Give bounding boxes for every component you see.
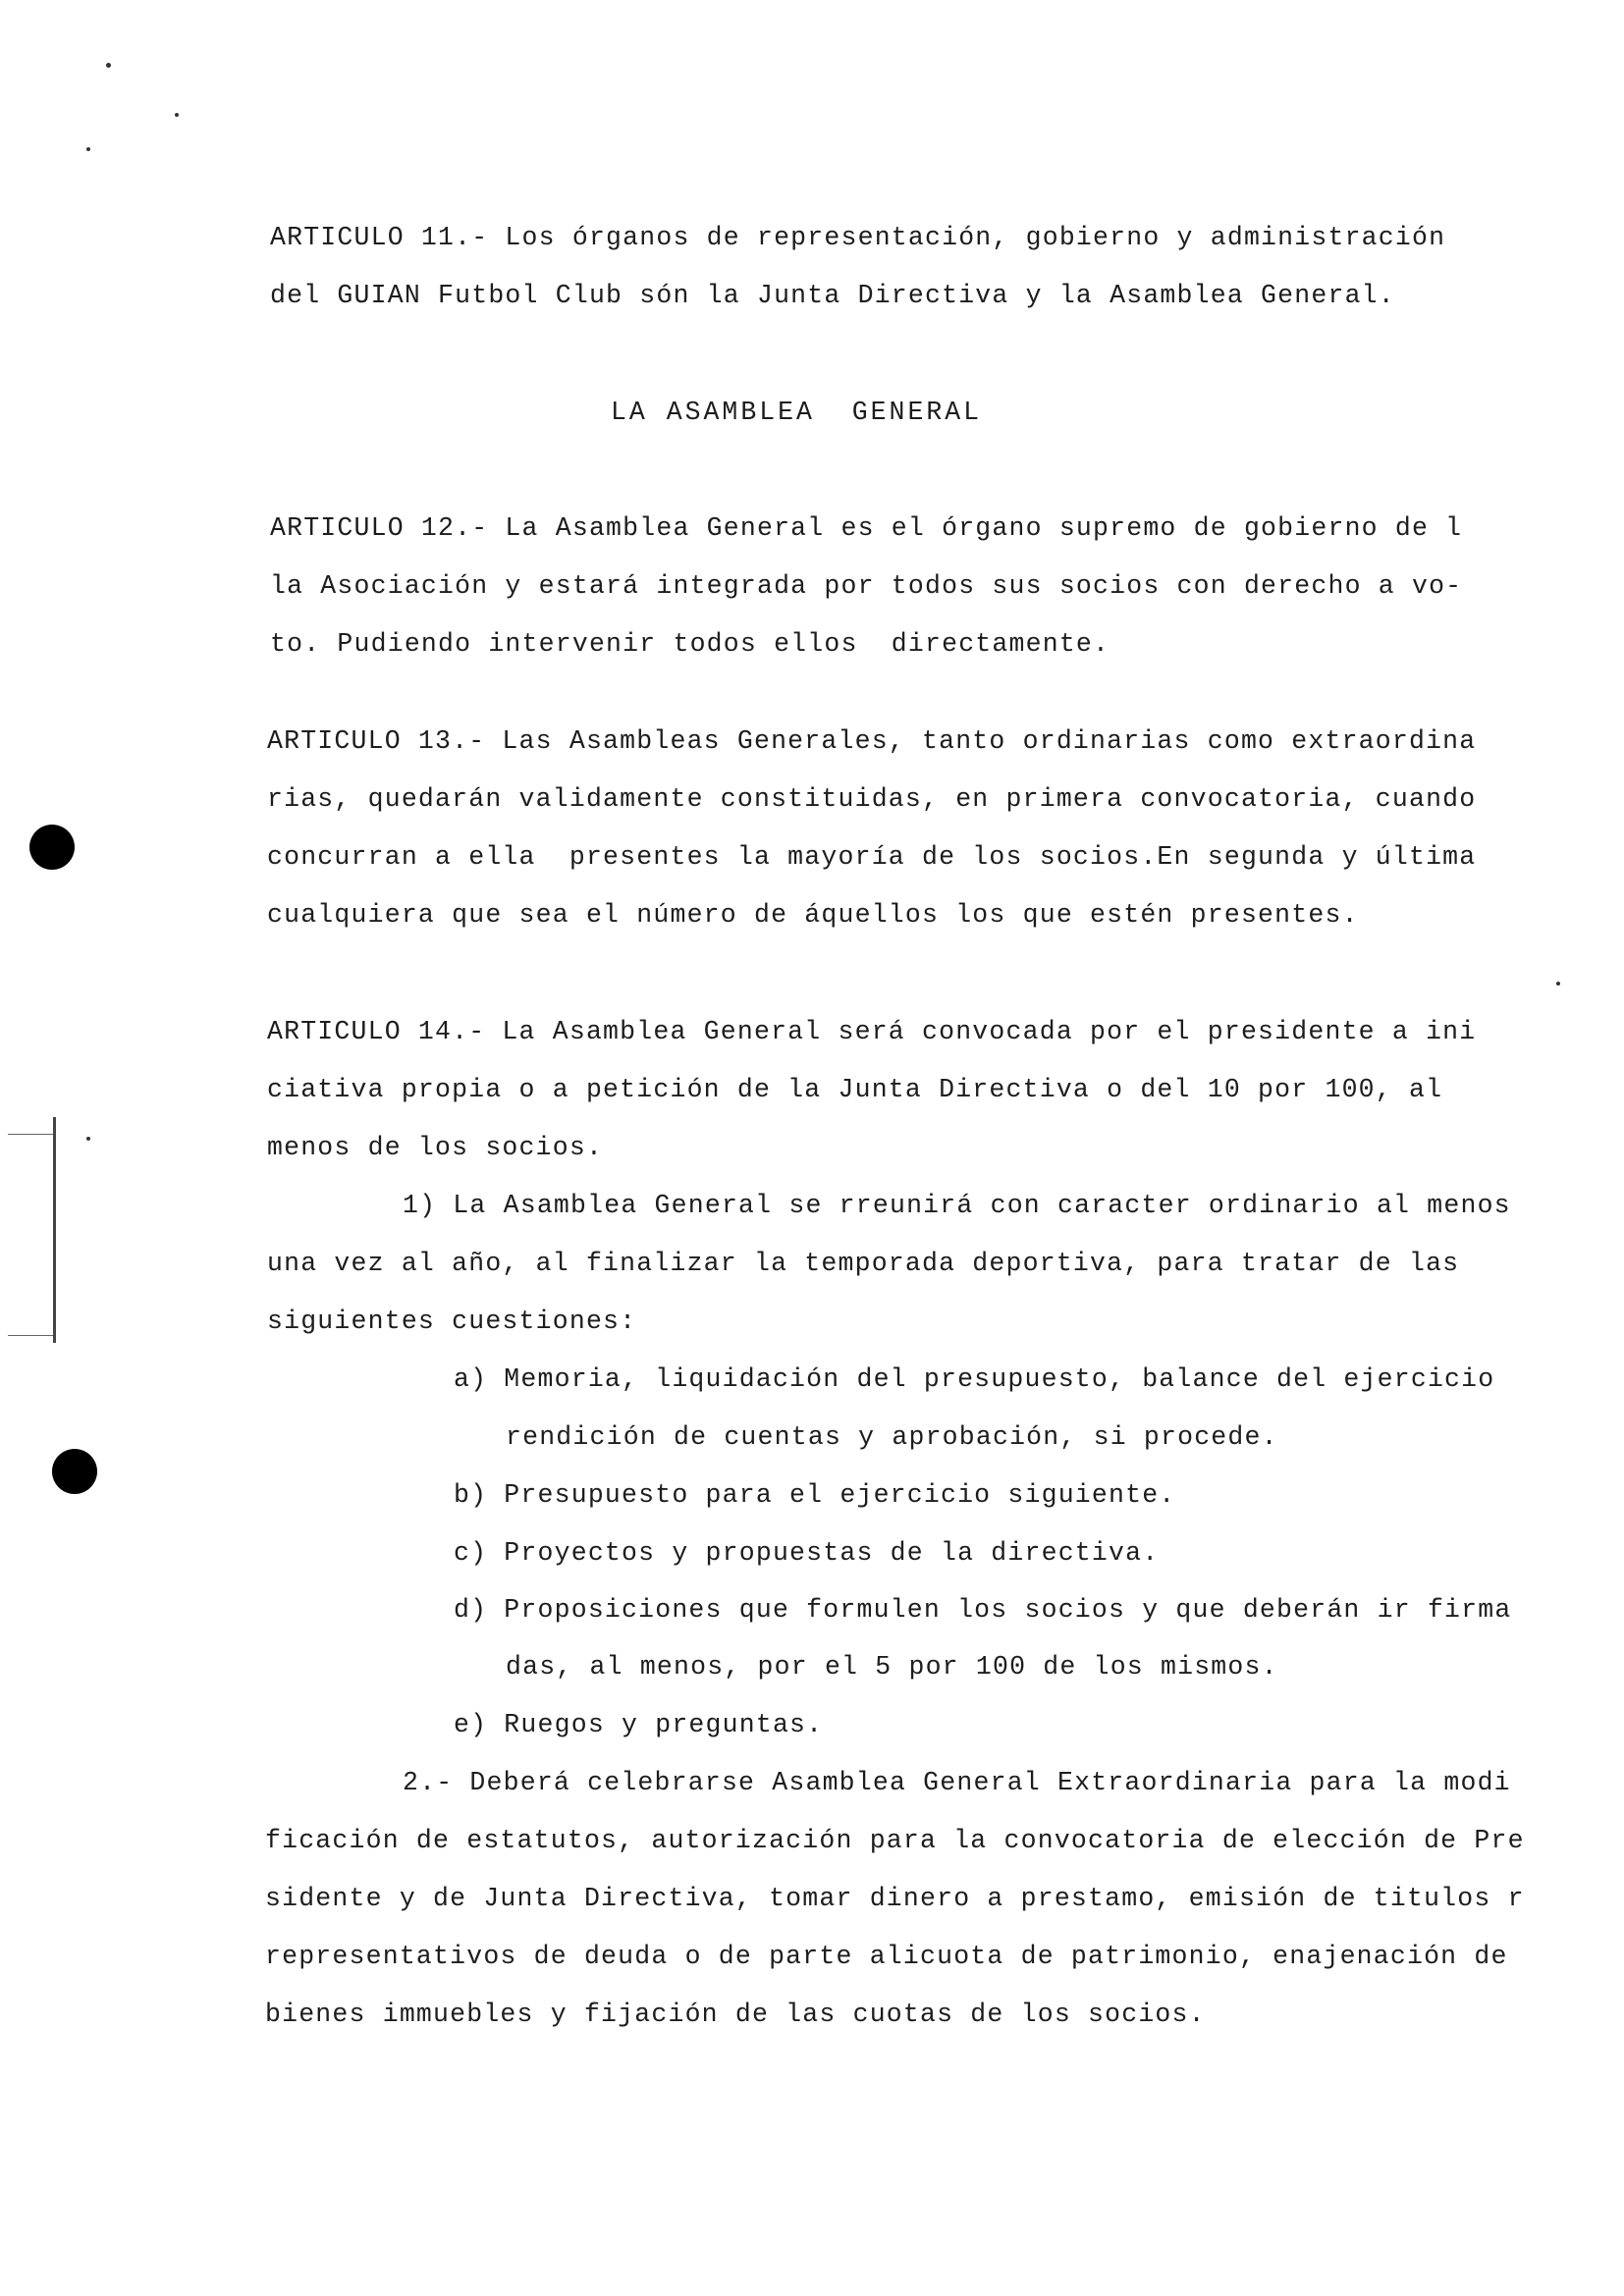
- item-2-line-2: ficación de estatutos, autorización para la convocatoria de elección de Pre: [265, 1826, 1525, 1855]
- article-12-line-1: ARTICULO 12.- La Asamblea General es el órgano supremo de gobierno de l: [270, 513, 1463, 543]
- item-1-line-2: una vez al año, al finalizar la temporada deportiva, para tratar de las: [267, 1249, 1460, 1278]
- item-2-line-3: sidente y de Junta Directiva, tomar dinero a prestamo, emisión de titulos r: [265, 1884, 1525, 1913]
- article-13-line-1: ARTICULO 13.- Las Asambleas Generales, tanto ordinarias como extraordina: [267, 726, 1477, 756]
- article-14-line-2: ciativa propia o a petición de la Junta Directiva o del 10 por 100, al: [267, 1075, 1443, 1104]
- item-1-line-3: siguientes cuestiones:: [267, 1307, 637, 1336]
- section-heading: LA ASAMBLEA GENERAL: [611, 398, 983, 427]
- scan-speck: [106, 63, 111, 68]
- margin-bracket-tick: [8, 1134, 53, 1135]
- item-d-line-1: d) Proposiciones que formulen los socios y que deberán ir firma: [454, 1595, 1512, 1625]
- article-14-line-1: ARTICULO 14.- La Asamblea General será convocada por el presidente a ini: [267, 1017, 1477, 1046]
- item-b: b) Presupuesto para el ejercicio siguiente.: [454, 1480, 1176, 1510]
- item-a-line-1: a) Memoria, liquidación del presupuesto, balance del ejercicio: [454, 1364, 1495, 1394]
- item-d-line-2: das, al menos, por el 5 por 100 de los mismos.: [506, 1652, 1278, 1682]
- article-12-line-2: la Asociación y estará integrada por todos sus socios con derecho a vo-: [270, 571, 1463, 601]
- scan-speck: [175, 113, 179, 117]
- item-a-line-2: rendición de cuentas y aprobación, si procede.: [506, 1422, 1278, 1452]
- item-2-line-5: bienes immuebles y fijación de las cuotas de los socios.: [265, 2000, 1206, 2029]
- item-2-line-1: 2.- Deberá celebrarse Asamblea General Extraordinaria para la modi: [403, 1768, 1511, 1797]
- article-13-line-3: concurran a ella presentes la mayoría de los socios.En segunda y última: [267, 842, 1477, 872]
- punch-hole-bottom: [52, 1449, 97, 1494]
- punch-hole-top: [29, 825, 75, 870]
- article-13-line-4: cualquiera que sea el número de áquellos los que estén presentes.: [267, 900, 1359, 930]
- article-13-line-2: rias, quedarán validamente constituidas, en primera convocatoria, cuando: [267, 784, 1477, 814]
- article-12-line-3: to. Pudiendo intervenir todos ellos directamente.: [270, 629, 1110, 659]
- scan-speck: [86, 147, 90, 151]
- item-2-line-4: representativos de deuda o de parte alicuota de patrimonio, enajenación de: [265, 1942, 1508, 1971]
- scan-speck: [1556, 982, 1560, 986]
- article-11-line-1: ARTICULO 11.- Los órganos de representación, gobierno y administración: [270, 223, 1446, 252]
- margin-bracket: [53, 1117, 56, 1343]
- item-1-line-1: 1) La Asamblea General se rreunirá con caracter ordinario al menos: [403, 1191, 1511, 1220]
- scan-speck: [86, 1137, 90, 1141]
- item-c: c) Proyectos y propuestas de la directiva.: [454, 1538, 1160, 1568]
- article-14-line-3: menos de los socios.: [267, 1133, 604, 1162]
- item-e: e) Ruegos y preguntas.: [454, 1710, 824, 1739]
- article-11-line-2: del GUIAN Futbol Club són la Junta Directiva y la Asamblea General.: [270, 281, 1395, 310]
- margin-bracket-tick: [8, 1335, 53, 1336]
